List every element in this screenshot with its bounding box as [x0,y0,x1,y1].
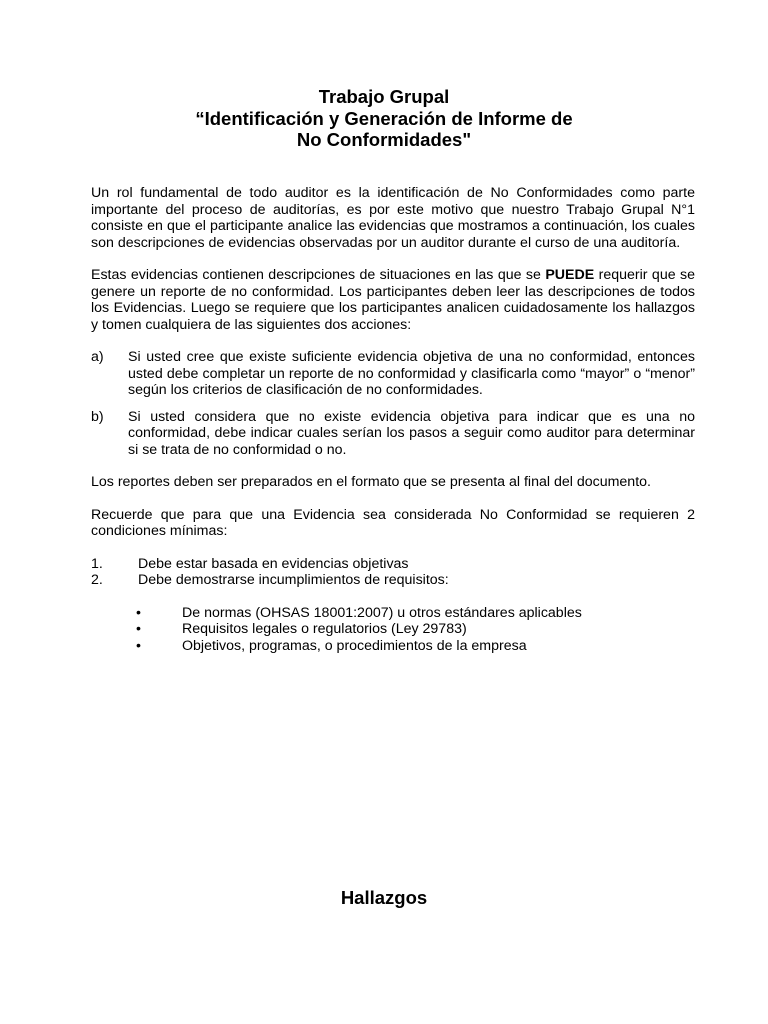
title-line-1: Trabajo Grupal [318,86,450,107]
action-text: Si usted considera que no existe evidencia objetiva para indicar que es una no conformidad, debe indicar cuales serían los pasos a seguir como auditor para determinar si se trata de no conformidad o no. [128,408,695,458]
condition-text: Debe demostrarse incumplimientos de requisitos: [138,572,449,588]
condition-text: Debe estar basada en evidencias objetivas [138,555,409,572]
conditions-intro: Recuerde que para que una Evidencia sea considerada No Conformidad se requieren 2 condiciones mínimas: [91,506,695,539]
action-item-b [91,409,695,459]
requirement-text: Requisitos legales o regulatorios (Ley 29783) [182,621,467,637]
condition-label: 1. [91,555,103,572]
reports-note: Los reportes deben ser preparados en el formato que se presenta al final del documento. [91,474,651,490]
requirements-list [91,605,695,655]
requirement-text: Objetivos, programas, o procedimientos de la empresa [182,637,527,654]
document-body [91,185,695,654]
bullet-icon: • [136,604,141,621]
action-label: a) [91,349,104,365]
condition-item-1 [91,556,695,573]
evidence-emphasis: PUEDE [545,267,595,283]
evidence-text-before: Estas evidencias contienen descripciones de situaciones en las que se [91,267,546,283]
evidence-paragraph [91,267,695,333]
bullet-icon: • [136,637,141,654]
document-title [0,86,768,151]
action-label: b) [91,408,104,425]
title-line-2: “Identificación y Generación de Informe de [195,107,573,129]
title-line-3: No Conformidades" [296,129,472,150]
evidence-text-after: requerir que se genere un reporte de no conformidad. Los participantes deben leer las descripciones de todos los Evidencias. Luego se requiere que los participantes analicen cuidadosamente los hallazgos y tomen cualquiera de las siguientes dos acciones: [91,267,695,333]
bullet-icon: • [136,621,141,637]
list-item [91,605,695,622]
action-item-a [91,349,695,399]
requirement-text: De normas (OHSAS 18001:2007) u otros estándares aplicables [182,604,582,621]
list-item [91,621,695,638]
condition-label: 2. [91,572,103,588]
intro-paragraph: Un rol fundamental de todo auditor es la identificación de No Conformidades como parte importante del proceso de auditorías, es por este motivo que nuestro Trabajo Grupal N°1 consiste en que el participante analice las evidencias que mostramos a continuación, los cuales son descripciones de evidencias observadas por un auditor durante el curso de una auditoría. [91,185,695,251]
condition-item-2 [91,572,695,589]
list-item [91,638,695,655]
section-heading-hallazgos: Hallazgos [340,887,428,908]
action-text: Si usted cree que existe suficiente evidencia objetiva de una no conformidad, entonces usted debe completar un reporte de no conformidad y clasificarla como “mayor” o “menor” según los criterios de clasificación de no conformidades. [128,349,695,398]
